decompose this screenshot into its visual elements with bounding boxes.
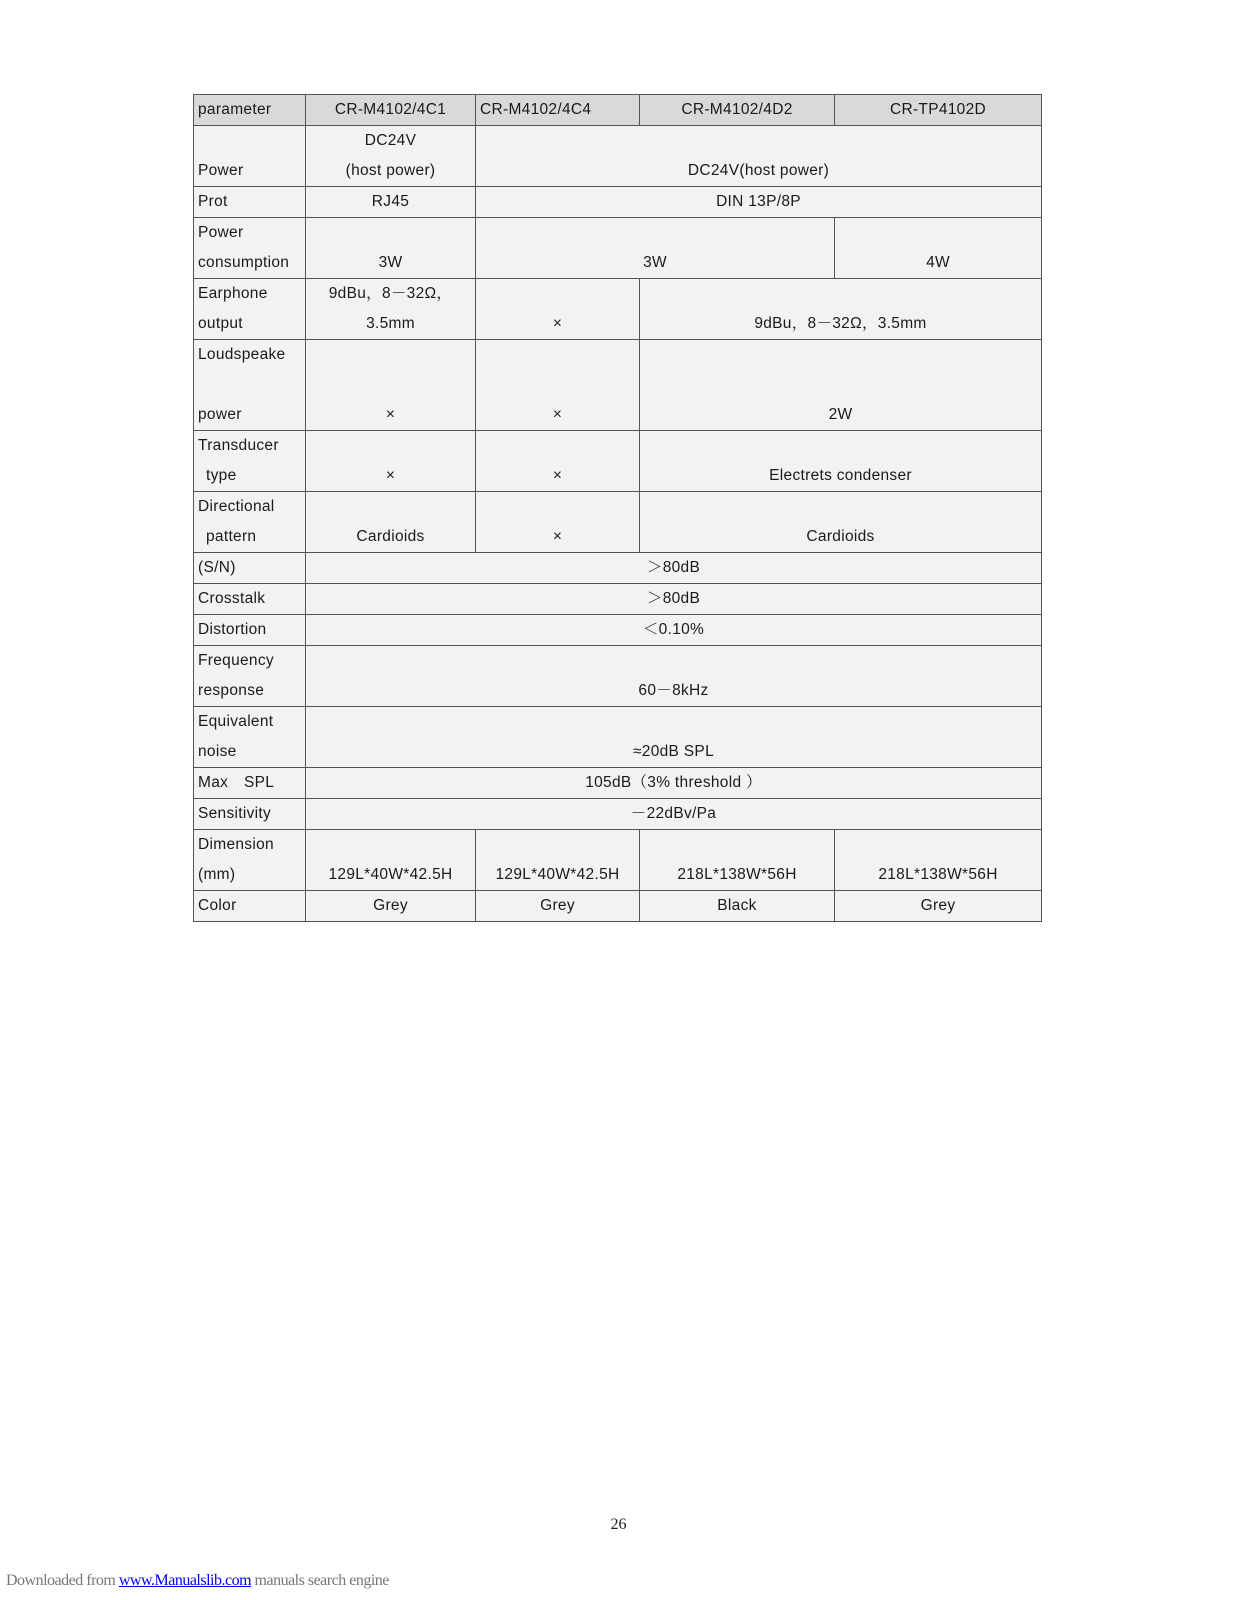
header-cr-m4102-4c1: CR-M4102/4C1 (306, 95, 476, 126)
power-c1 (306, 126, 476, 187)
transducer-type-c3-c4: Electrets condenser (640, 431, 1042, 492)
header-cr-m4102-4d2: CR-M4102/4D2 (640, 95, 835, 126)
label-sensitivity: Sensitivity (194, 799, 306, 830)
dimension-c2: 129L*40W*42.5H (476, 830, 640, 891)
row-prot (194, 187, 1042, 218)
power-consumption-c1: 3W (306, 218, 476, 279)
label-earphone-output-line2: output (198, 315, 243, 332)
page-number: 26 (610, 1516, 627, 1533)
label-prot: Prot (194, 187, 306, 218)
loudspeaker-power-c1: × (306, 340, 476, 431)
label-power-consumption-line1: Power (198, 224, 244, 241)
frequency-response-value: 60－8kHz (306, 646, 1042, 707)
earphone-output-c1 (306, 279, 476, 340)
label-directional-pattern-line1: Directional (198, 498, 275, 515)
footer (6, 1572, 389, 1590)
power-c1-line1: DC24V (364, 132, 417, 149)
label-equivalent-noise-line1: Equivalent (198, 713, 274, 730)
distortion-value: ＜0.10% (306, 615, 1042, 646)
label-sn: (S/N) (194, 553, 306, 584)
label-dimension-line2: (mm) (198, 866, 236, 883)
directional-pattern-c1: Cardioids (306, 492, 476, 553)
dimension-c4: 218L*138W*56H (835, 830, 1042, 891)
label-directional-pattern (194, 492, 306, 553)
label-frequency-response-line2: response (198, 682, 265, 699)
loudspeaker-power-c3-c4: 2W (640, 340, 1042, 431)
label-transducer-type (194, 431, 306, 492)
sensitivity-value: －22dBv/Pa (306, 799, 1042, 830)
row-earphone-output (194, 279, 1042, 340)
spec-table (193, 94, 1042, 922)
footer-suffix: manuals search engine (251, 1572, 389, 1589)
directional-pattern-c3-c4: Cardioids (640, 492, 1042, 553)
label-loudspeaker-power (194, 340, 306, 431)
row-dimension (194, 830, 1042, 891)
color-c4: Grey (835, 891, 1042, 922)
label-power-consumption (194, 218, 306, 279)
label-dimension-line1: Dimension (198, 836, 274, 853)
table-header-row (194, 95, 1042, 126)
earphone-output-c1-line1: 9dBu，8－32Ω， (328, 285, 453, 302)
label-earphone-output-line1: Earphone (198, 285, 268, 302)
color-c1: Grey (306, 891, 476, 922)
transducer-type-c2: × (476, 431, 640, 492)
earphone-output-c2: × (476, 279, 640, 340)
label-dimension (194, 830, 306, 891)
power-c1-line2: (host power) (345, 162, 436, 179)
row-equivalent-noise (194, 707, 1042, 768)
label-max-spl: Max SPL (194, 768, 306, 799)
footer-prefix: Downloaded from (6, 1572, 119, 1589)
manualslib-link[interactable]: www.Manualslib.com (118, 1572, 252, 1589)
label-loudspeaker-power-spacer (198, 370, 301, 400)
label-equivalent-noise-line2: noise (198, 743, 237, 760)
label-equivalent-noise (194, 707, 306, 768)
label-directional-pattern-line2: pattern (206, 528, 257, 545)
label-frequency-response (194, 646, 306, 707)
row-power-consumption (194, 218, 1042, 279)
sn-value: ＞80dB (306, 553, 1042, 584)
row-directional-pattern (194, 492, 1042, 553)
header-parameter: parameter (194, 95, 306, 126)
label-transducer-type-line1: Transducer (198, 437, 279, 454)
label-loudspeaker-power-line1: Loudspeake (198, 346, 286, 363)
row-crosstalk (194, 584, 1042, 615)
label-transducer-type-line2: type (206, 467, 237, 484)
crosstalk-value: ＞80dB (306, 584, 1042, 615)
row-distortion (194, 615, 1042, 646)
label-power: Power (194, 126, 306, 187)
earphone-output-c1-line2: 3.5mm (366, 315, 415, 332)
equivalent-noise-value: ≈20dB SPL (306, 707, 1042, 768)
row-sn (194, 553, 1042, 584)
row-color (194, 891, 1042, 922)
header-cr-m4102-4c4: CR-M4102/4C4 (476, 95, 640, 126)
row-max-spl (194, 768, 1042, 799)
dimension-c3: 218L*138W*56H (640, 830, 835, 891)
prot-rest: DIN 13P/8P (476, 187, 1042, 218)
label-loudspeaker-power-line2: power (198, 406, 242, 423)
row-loudspeaker-power (194, 340, 1042, 431)
directional-pattern-c2: × (476, 492, 640, 553)
label-frequency-response-line1: Frequency (198, 652, 274, 669)
color-c3: Black (640, 891, 835, 922)
earphone-output-c3-c4: 9dBu，8－32Ω，3.5mm (640, 279, 1042, 340)
row-transducer-type (194, 431, 1042, 492)
label-distortion: Distortion (194, 615, 306, 646)
label-color: Color (194, 891, 306, 922)
prot-c1: RJ45 (306, 187, 476, 218)
dimension-c1: 129L*40W*42.5H (306, 830, 476, 891)
power-consumption-c2-c3: 3W (476, 218, 835, 279)
max-spl-value: 105dB（3% threshold ） (306, 768, 1042, 799)
label-power-consumption-line2: consumption (198, 254, 290, 271)
header-cr-tp4102d: CR-TP4102D (835, 95, 1042, 126)
loudspeaker-power-c2: × (476, 340, 640, 431)
row-sensitivity (194, 799, 1042, 830)
power-consumption-c4: 4W (835, 218, 1042, 279)
label-crosstalk: Crosstalk (194, 584, 306, 615)
power-rest: DC24V(host power) (476, 126, 1042, 187)
row-frequency-response (194, 646, 1042, 707)
transducer-type-c1: × (306, 431, 476, 492)
row-power (194, 126, 1042, 187)
label-earphone-output (194, 279, 306, 340)
color-c2: Grey (476, 891, 640, 922)
